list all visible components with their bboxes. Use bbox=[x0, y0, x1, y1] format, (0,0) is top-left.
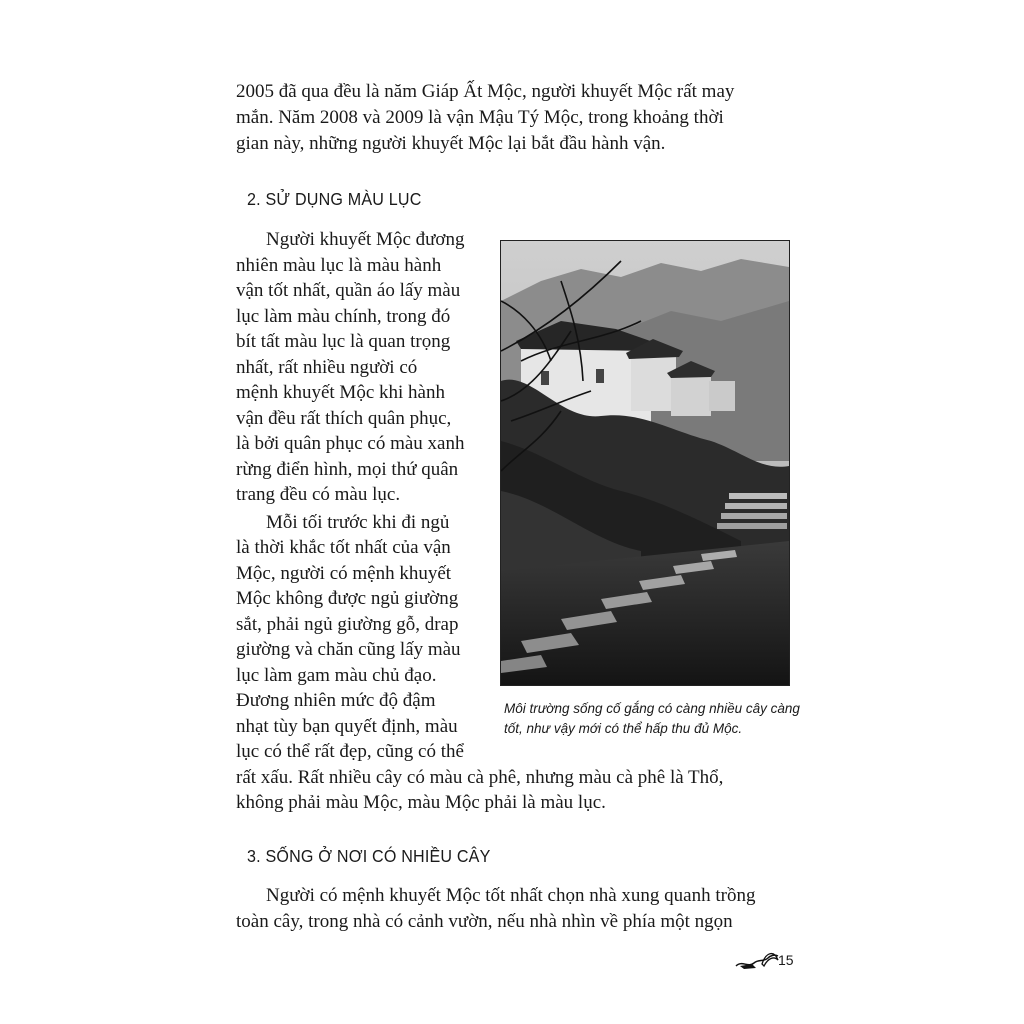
body-text-line: trang đều có màu lục. bbox=[236, 484, 401, 505]
body-text-line: nhất, rất nhiều người có bbox=[236, 357, 418, 378]
body-text-line: Mộc, người có mệnh khuyết bbox=[236, 563, 452, 584]
body-text-line: giường và chăn cũng lấy màu bbox=[236, 639, 461, 660]
body-text-line: không phải màu Mộc, màu Mộc phải là màu lục. bbox=[236, 792, 606, 813]
body-text-line: Đương nhiên mức độ đậm bbox=[236, 690, 436, 711]
body-text-line: 2005 đã qua đều là năm Giáp Ất Mộc, người khuyết Mộc rất may bbox=[236, 81, 735, 102]
body-text-line: lục làm gam màu chủ đạo. bbox=[236, 665, 437, 686]
body-text-line: nhiên màu lục là màu hành bbox=[236, 255, 442, 276]
figure-caption: Môi trường sống cố gắng có càng nhiều cây càng bbox=[504, 701, 800, 716]
section-heading: 2. SỬ DỤNG MÀU LỤC bbox=[247, 189, 422, 209]
body-text-line: lục làm màu chính, trong đó bbox=[236, 306, 451, 327]
body-text-line: nhạt tùy bạn quyết định, màu bbox=[236, 716, 458, 737]
section-heading: 3. SỐNG Ở NƠI CÓ NHIỀU CÂY bbox=[247, 846, 491, 866]
body-text-line: Mỗi tối trước khi đi ngủ bbox=[266, 512, 450, 533]
body-text-line: gian này, những người khuyết Mộc lại bắt đầu hành vận. bbox=[236, 133, 666, 154]
landscape-photo bbox=[500, 240, 790, 686]
body-text-line: mệnh khuyết Mộc khi hành bbox=[236, 382, 445, 403]
body-text-line: Người có mệnh khuyết Mộc tốt nhất chọn nhà xung quanh trồng bbox=[266, 885, 756, 906]
body-text-line: bít tất màu lục là quan trọng bbox=[236, 331, 451, 352]
figure-caption: tốt, như vậy mới có thể hấp thu đủ Mộc. bbox=[504, 721, 743, 736]
body-text-line: vận tốt nhất, quần áo lấy màu bbox=[236, 280, 461, 301]
body-text-line: là bởi quân phục có màu xanh bbox=[236, 433, 465, 454]
body-text-line: toàn cây, trong nhà có cảnh vườn, nếu nhà nhìn về phía một ngọn bbox=[236, 911, 733, 932]
body-text-line: là thời khắc tốt nhất của vận bbox=[236, 537, 451, 558]
body-text-line: Mộc không được ngủ giường bbox=[236, 588, 459, 609]
body-text-line: rừng điển hình, mọi thứ quân bbox=[236, 459, 459, 480]
body-text-line: rất xấu. Rất nhiều cây có màu cà phê, nhưng màu cà phê là Thổ, bbox=[236, 767, 724, 788]
body-text-line: Người khuyết Mộc đương bbox=[266, 229, 465, 250]
body-text-line: sắt, phải ngủ giường gỗ, drap bbox=[236, 614, 459, 635]
body-text-line: mắn. Năm 2008 và 2009 là vận Mậu Tý Mộc, trong khoảng thời bbox=[236, 107, 724, 128]
body-text-line: vận đều rất thích quân phục, bbox=[236, 408, 452, 429]
body-text-line: lục có thể rất đẹp, cũng có thể bbox=[236, 741, 464, 762]
page-number: 15 bbox=[778, 952, 794, 968]
